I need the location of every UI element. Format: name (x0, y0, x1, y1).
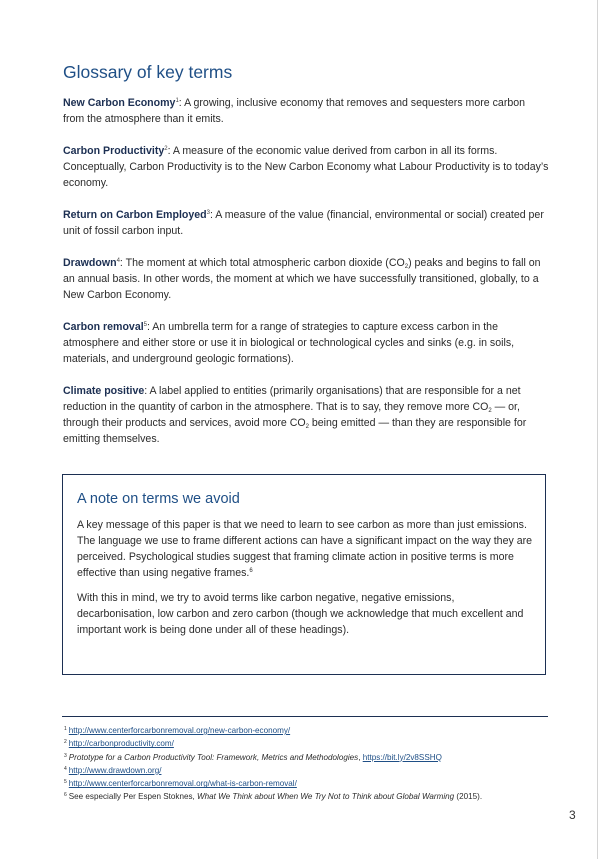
term-name: New Carbon Economy (63, 97, 176, 109)
term-colon: : (178, 97, 182, 109)
term-name: Carbon Productivity (63, 145, 165, 157)
note-title: A note on terms we avoid (77, 491, 240, 507)
glossary-entry-new-carbon-economy (63, 95, 549, 127)
footnote-item (64, 777, 550, 790)
footnote-title: Prototype for a Carbon Productivity Tool: Framework, Metrics and Methodologies (68, 752, 359, 762)
footnote-divider (62, 716, 548, 717)
footnote-item (64, 751, 550, 764)
footnote-ref[interactable]: 1 (175, 98, 179, 104)
term-name: Carbon removal (63, 321, 144, 333)
footnote-number: 6 (64, 792, 67, 799)
term-colon: : (119, 257, 123, 269)
footnote-link[interactable]: http://www.centerforcarbonremoval.org/new-carbon-economy/ (68, 726, 291, 735)
term-definition: A measure of the economic value derived from carbon in all its forms. Conceptually, Carbon Productivity is to the New Carbon Economy what Labour Productivity is to today’s economy. (63, 145, 549, 189)
subscript: 2 (488, 408, 492, 414)
term-colon: : (147, 321, 150, 333)
footnote-number: 1 (64, 726, 67, 732)
footnote-link[interactable]: http://www.centerforcarbonremoval.org/what-is-carbon-removal/ (68, 779, 297, 789)
footnote-number: 4 (64, 765, 67, 772)
term-definition: A measure of the value (financial, environmental or social) created per unit of fossil carbon input. (63, 209, 544, 237)
term-name: Climate positive (63, 385, 145, 397)
page-edge-rule (597, 0, 598, 859)
page-number: 3 (569, 808, 576, 822)
footnote-text: (2015). (454, 792, 483, 802)
footnote-number: 2 (64, 739, 67, 746)
term-colon: : (167, 145, 171, 157)
term-colon: : (144, 385, 148, 397)
term-definition: The moment at which total atmospheric carbon dioxide (CO (122, 257, 405, 269)
term-name: Drawdown (63, 257, 117, 269)
footnote-ref[interactable]: 5 (143, 322, 147, 328)
glossary-entry-drawdown (63, 255, 549, 303)
term-colon: : (209, 209, 213, 221)
note-paragraph (77, 517, 532, 581)
subscript: 2 (404, 264, 409, 270)
glossary-list (63, 95, 549, 463)
note-paragraph: With this in mind, we try to avoid terms like carbon negative, negative emissions, decarbonisation, low carbon and zero carbon (though we acknowledge that much excellent and important work is being done under all of these headings). (77, 592, 524, 636)
footnote-link[interactable]: http://carbonproductivity.com/ (68, 739, 174, 749)
glossary-entry-climate-positive (63, 383, 549, 447)
term-name: Return on Carbon Employed (63, 209, 207, 221)
footnote-item (64, 724, 550, 737)
term-definition-cont: ) peaks and begins to fall on an annual basis. In other words, the moment at which we have successfully transitioned, globally, to a New Carbon Economy. (63, 257, 541, 301)
footnote-number: 5 (64, 779, 67, 786)
footnote-link[interactable]: https://bit.ly/2v8SSHQ (362, 752, 442, 762)
footnote-item (64, 790, 550, 803)
glossary-entry-return-on-carbon-employed (63, 207, 549, 239)
footnote-item (64, 737, 550, 750)
footnote-separator: , (358, 752, 363, 762)
footnote-text: See especially Per Espen Stoknes, (68, 792, 198, 802)
footnote-ref[interactable]: 4 (116, 258, 120, 264)
footnote-ref[interactable]: 2 (164, 146, 168, 152)
footnote-link[interactable]: http://www.drawdown.org/ (68, 765, 162, 775)
footnote-item (64, 764, 550, 777)
footnote-number: 3 (64, 752, 67, 759)
footnotes (64, 724, 550, 804)
footnote-ref[interactable]: 3 (206, 210, 210, 216)
footnote-title: What We Think about When We Try Not to Think about Global Warming (197, 792, 455, 802)
glossary-entry-carbon-productivity (63, 143, 549, 191)
term-definition-cont: being emitted — than they are responsible for emitting themselves. (63, 417, 527, 445)
term-definition-cont: — or, through their products and services, avoid more CO (63, 401, 520, 429)
term-definition: A label applied to entities (primarily organisations) that are responsible for a net reduction in the quantity of carbon in the atmosphere. That is to say, they remove more CO (63, 385, 521, 413)
term-definition: A growing, inclusive economy that removes and sequesters more carbon from the atmosphere than it emits. (63, 97, 526, 125)
glossary-entry-carbon-removal (63, 319, 549, 367)
page-title: Glossary of key terms (63, 62, 233, 82)
subscript: 2 (305, 424, 309, 430)
footnote-ref[interactable]: 6 (249, 568, 253, 574)
note-box (62, 474, 546, 675)
term-definition: An umbrella term for a range of strategies to capture excess carbon in the atmosphere and either store or use it in biological or technological cycles and sinks (e.g. in soils, materials, and underground geologic formations). (63, 321, 515, 365)
note-text: A key message of this paper is that we need to learn to see carbon as more than just emissions. The language we use to frame different actions can have a significant impact on the way they are perceived. Psychological studies suggest that framing climate action in positive terms is more effective than using negative frames. (77, 519, 533, 579)
